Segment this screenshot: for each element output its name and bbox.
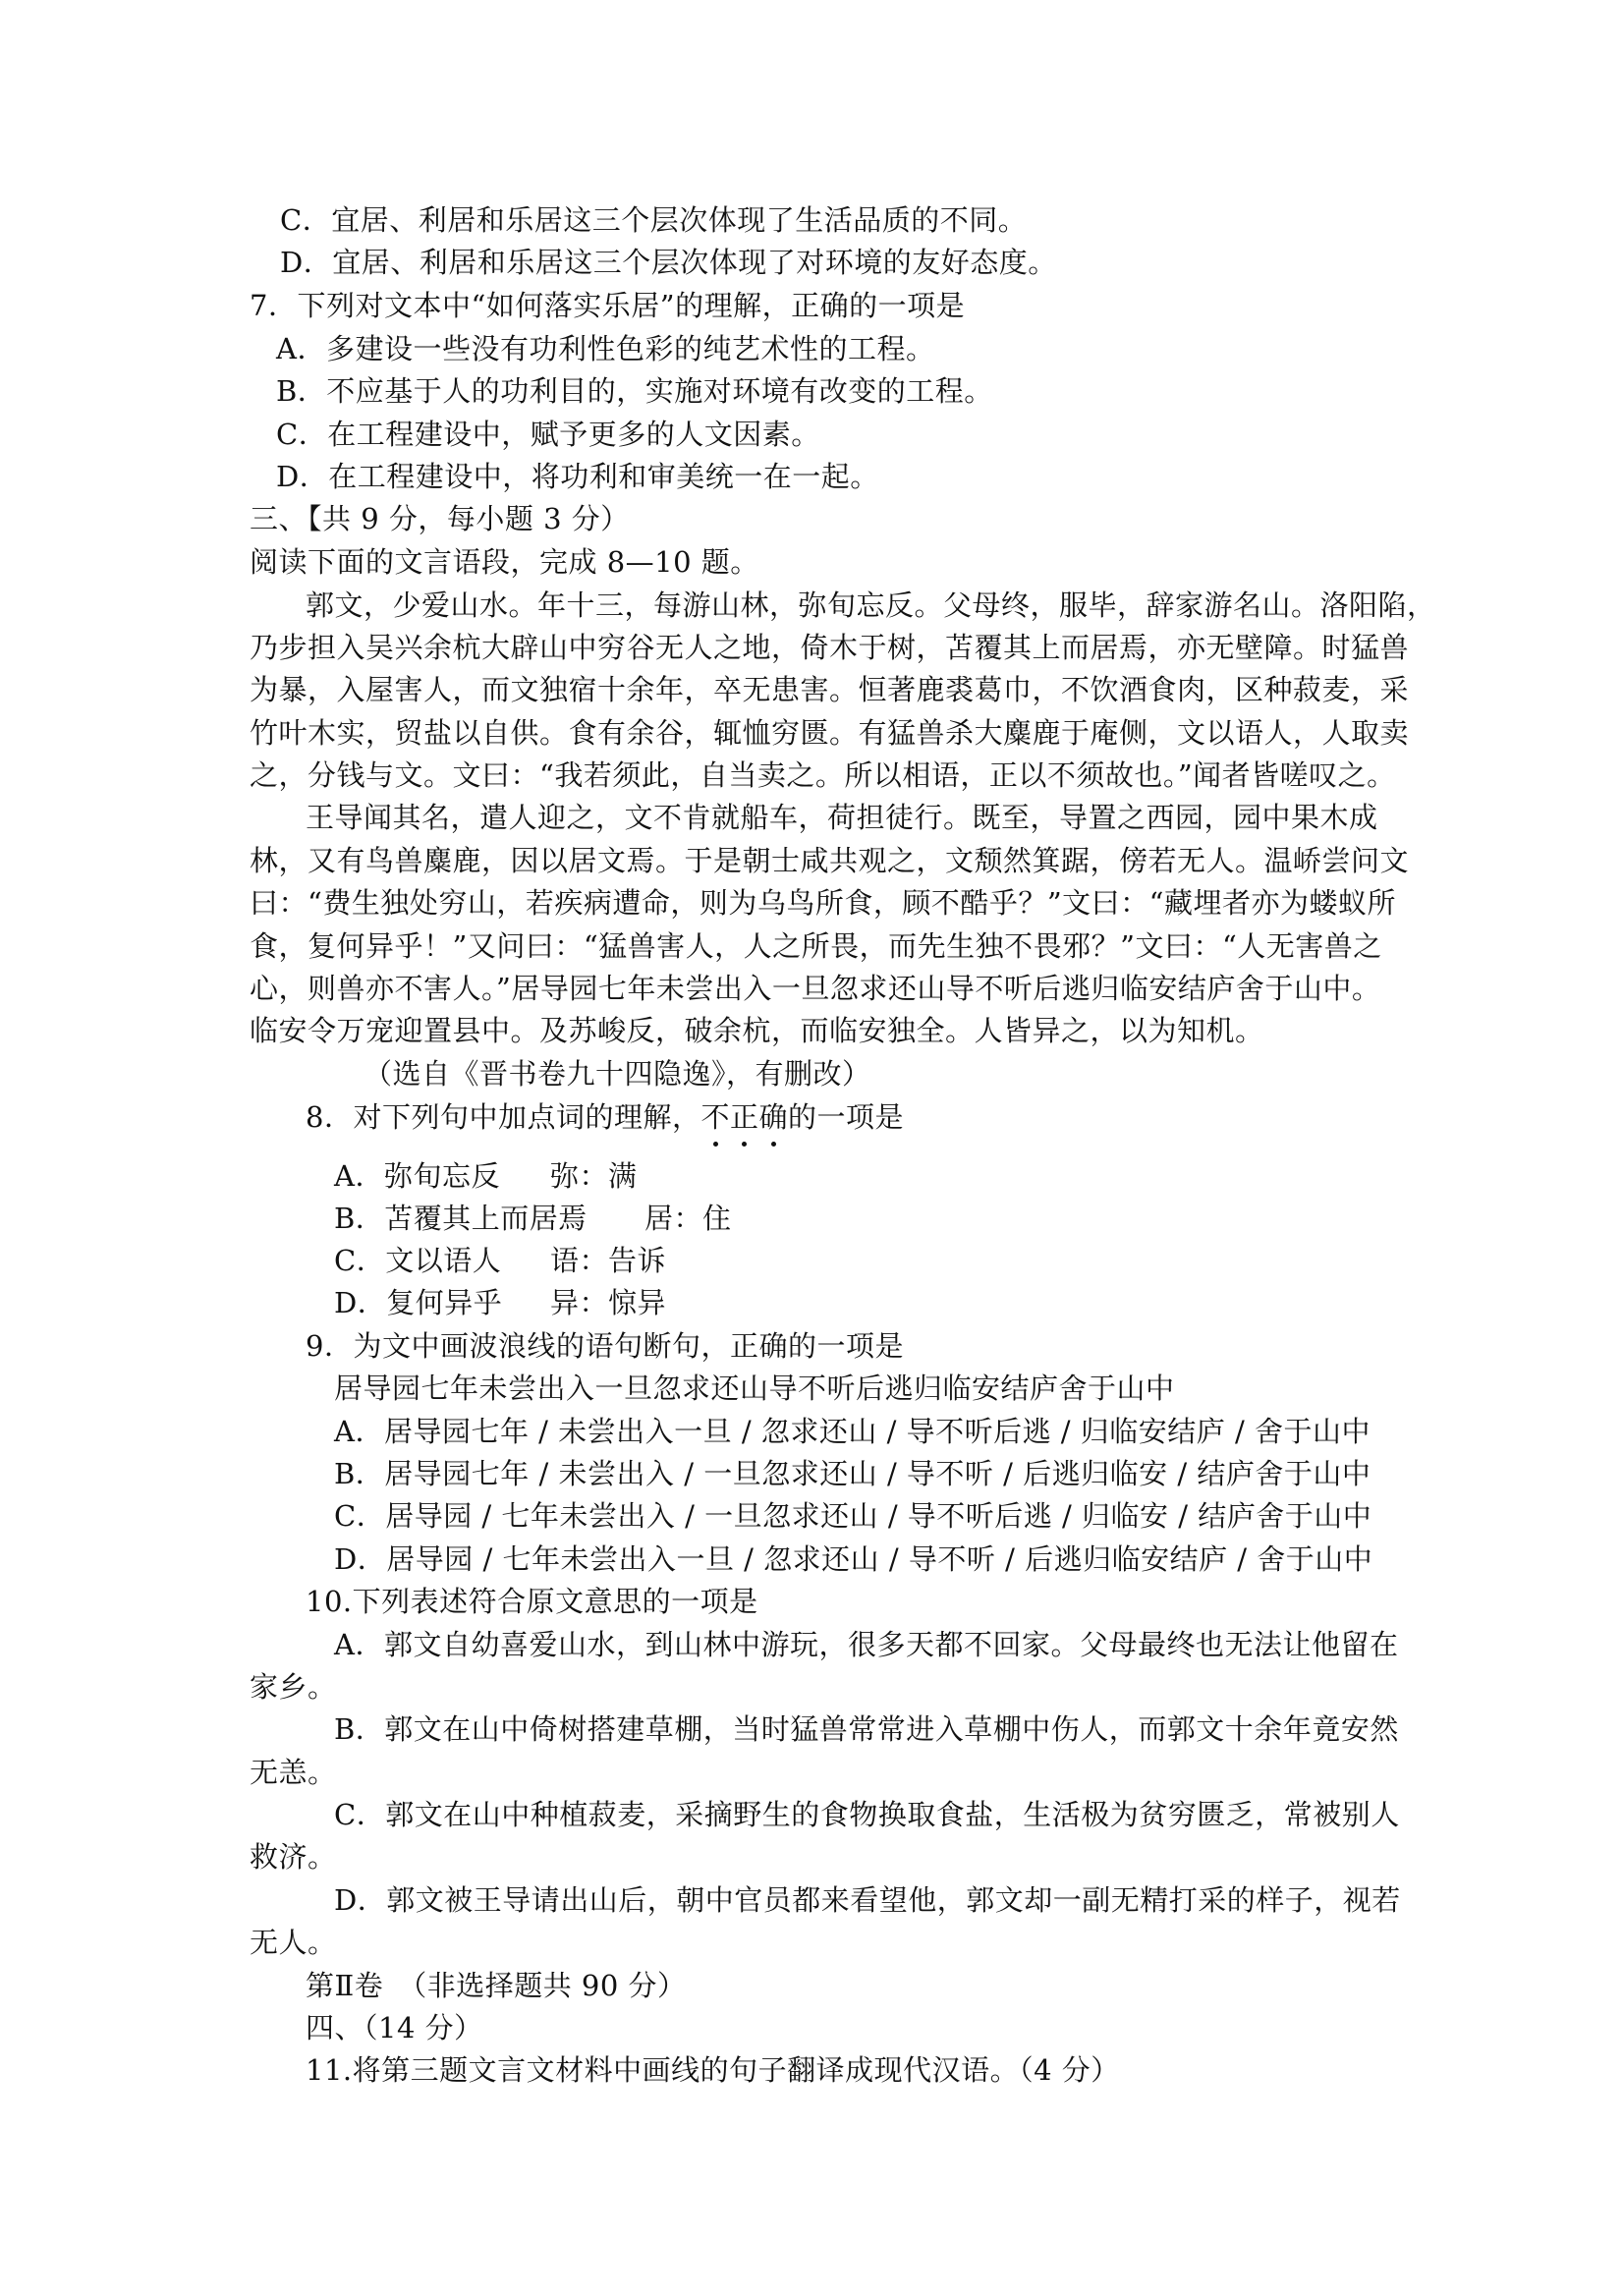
q9-option-b: B．居导园七年 / 未尝出入 / 一旦忽求还山 / 导不听 / 后逃归临安 / 结庐舍于山中 (334, 1457, 1371, 1490)
q7-option-a: A．多建设一些没有功利性色彩的纯艺术性的工程。 (276, 332, 935, 365)
q8-option-b (334, 1199, 732, 1238)
q9-option-c: C．居导园 / 七年未尝出入 / 一旦忽求还山 / 导不听后逃 / 归临安 / 结庐舍于山中 (334, 1499, 1372, 1533)
passage-line: 乃步担入吴兴余杭大辟山中穷谷无人之地，倚木于树，苫覆其上而居焉，亦无壁障。时猛兽 (250, 631, 1410, 664)
q10-option-c: C．郭文在山中种植菽麦，采摘野生的食物换取食盐，生活极为贫穷匮乏，常被别人 (334, 1798, 1400, 1831)
passage-line: 临安令万宠迎置县中。及苏峻反，破余杭，而临安独全。人皆异之，以为知机。 (250, 1014, 1264, 1047)
q10-option-b: B．郭文在山中倚树搭建草棚，当时猛兽常常进入草棚中伤人，而郭文十余年竟安然 (334, 1712, 1399, 1746)
q8-option-d (334, 1283, 666, 1322)
section3-instruction: 阅读下面的文言语段，完成 8—10 题。 (250, 545, 759, 579)
q10-option-a-cont: 家乡。 (250, 1670, 337, 1704)
q10-option-b-cont: 无恙。 (250, 1756, 337, 1789)
passage-line: 曰：“费生独处穷山，若疾病遭命，则为乌鸟所食，顾不酷乎？”文曰：“藏埋者亦为蝼蚁所 (250, 886, 1396, 920)
option-gloss: 居：住 (644, 1202, 732, 1235)
q11-stem: 11.将第三题文言文材料中画线的句子翻译成现代汉语。（4 分） (306, 2053, 1120, 2087)
passage-line: 食，复何异乎！”又问曰：“猛兽害人，人之所畏，而先生独不畏邪？”文曰：“人无害兽之 (250, 929, 1382, 963)
option-text: A．弥旬忘反 (334, 1159, 500, 1193)
passage-source: （选自《晋书卷九十四隐逸》，有删改） (364, 1057, 871, 1091)
q9-sentence: 居导园七年未尝出入一旦忽求还山导不听后逃归临安结庐舍于山中 (334, 1372, 1175, 1405)
emphasis-dot-char: 确 (758, 1097, 788, 1137)
option-gloss: 异：惊异 (550, 1286, 667, 1319)
passage-line: 之，分钱与文。文曰：“我若须此，自当卖之。所以相语，正以不须故也。”闻者皆嗟叹之。 (250, 758, 1396, 792)
q10-option-d-cont: 无人。 (250, 1926, 337, 1959)
q9-option-a: A．居导园七年 / 未尝出入一旦 / 忽求还山 / 导不听后逃 / 归临安结庐 / 舍于山中 (334, 1415, 1371, 1448)
option-text: D．复何异乎 (334, 1286, 503, 1319)
q10-option-c-cont: 救济。 (250, 1840, 337, 1874)
q6-option-c: C．宜居、利居和乐居这三个层次体现了生活品质的不同。 (280, 203, 1028, 237)
q7-stem: 7．下列对文本中“如何落实乐居”的理解，正确的一项是 (250, 289, 966, 322)
q10-option-d: D．郭文被王导请出山后，朝中官员都来看望他，郭文却一副无精打采的样子，视若 (334, 1883, 1401, 1917)
q10-stem: 10.下列表述符合原文意思的一项是 (306, 1585, 758, 1618)
option-text: C．文以语人 (334, 1244, 502, 1277)
option-gloss: 语：告诉 (550, 1244, 667, 1277)
q9-option-d: D．居导园 / 七年未尝出入一旦 / 忽求还山 / 导不听 / 后逃归临安结庐 / 舍于山中 (334, 1542, 1373, 1576)
q6-option-d: D．宜居、利居和乐居这三个层次体现了对环境的友好态度。 (280, 246, 1057, 279)
q9-stem: 9．为文中画波浪线的语句断句，正确的一项是 (306, 1329, 904, 1363)
passage-line: 林，又有鸟兽麋鹿，因以居文焉。于是朝士咸共观之，文颓然箕踞，傍若无人。温峤尝问文 (250, 844, 1410, 877)
section3-heading: 三、【共 9 分，每小题 3 分） (250, 502, 630, 535)
q8-option-c (334, 1241, 666, 1280)
passage-line: 竹叶木实，贸盐以自供。食有余谷，辄恤穷匮。有猛兽杀大麋鹿于庵侧，文以语人，人取卖 (250, 716, 1410, 750)
q10-option-a: A．郭文自幼喜爱山水，到山林中游玩，很多天都不回家。父母最终也无法让他留在 (334, 1628, 1399, 1661)
passage-line: 王导闻其名，遣人迎之，文不肯就船车，荷担徒行。既至，导置之西园，园中果木成 (306, 801, 1378, 834)
q8-stem-text: 8．对下列句中加点词的理解， (306, 1100, 701, 1134)
emphasis-dot-char: 不 (700, 1097, 730, 1137)
passage-line: 心，则兽亦不害人。”居导园七年未尝出入一旦忽求还山导不听后逃归临安结庐舍于山中。 (250, 972, 1381, 1005)
q8-stem (306, 1097, 904, 1137)
emphasis-dot-char: 正 (730, 1097, 759, 1137)
q7-option-c: C．在工程建设中，赋予更多的人文因素。 (276, 418, 820, 451)
q8-option-a (334, 1156, 638, 1196)
q7-option-d: D．在工程建设中，将功利和审美统一在一起。 (276, 460, 879, 493)
option-text: B．苫覆其上而居焉 (334, 1202, 588, 1235)
q7-option-b: B．不应基于人的功利目的，实施对环境有改变的工程。 (276, 374, 993, 408)
q8-stem-text: 的一项是 (788, 1100, 905, 1134)
passage-line: 郭文，少爱山水。年十三，每游山林，弥旬忘反。父母终，服毕，辞家游名山。洛阳陷， (306, 588, 1436, 622)
option-gloss: 弥：满 (550, 1159, 638, 1193)
part2-heading: 第Ⅱ卷 （非选择题共 90 分） (306, 1969, 687, 2002)
section4-heading: 四、（14 分） (306, 2011, 483, 2044)
passage-line: 为暴，入屋害人，而文独宿十余年，卒无患害。恒著鹿裘葛巾，不饮酒食肉，区种菽麦，采 (250, 673, 1410, 706)
